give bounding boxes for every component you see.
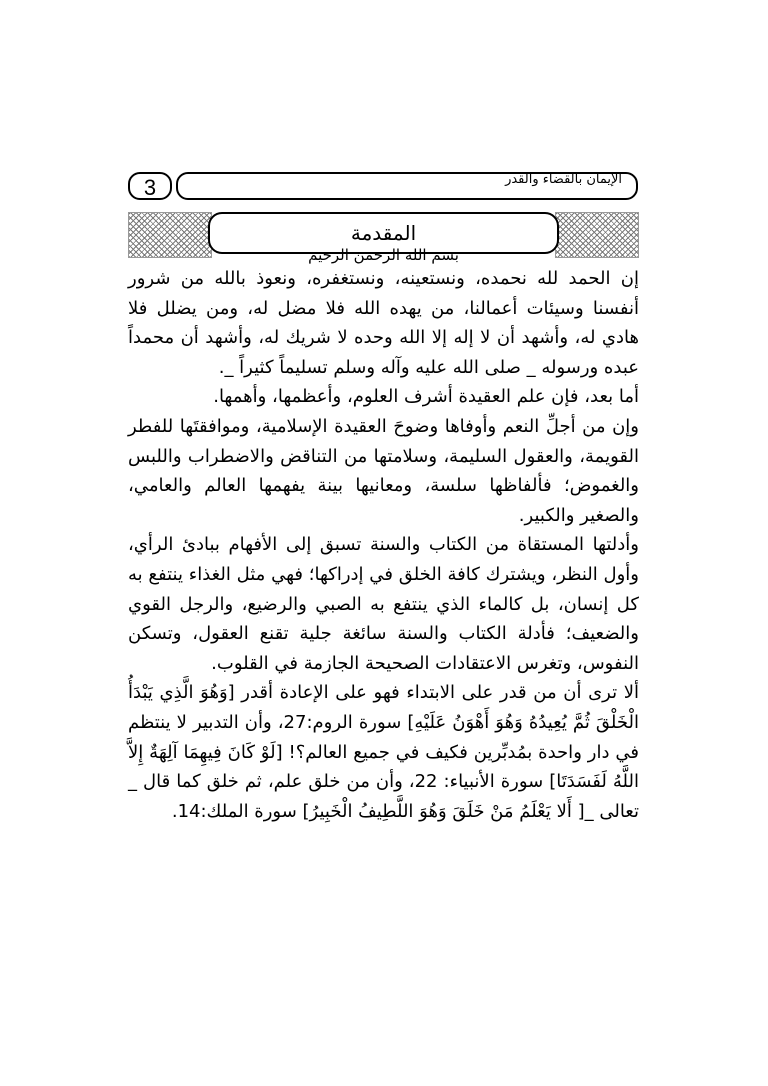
body-text: [128, 264, 639, 826]
paragraph-clarity: وإن من أجلِّ النعم وأوفاها وضوحَ العقيدة الإسلامية، وموافقتَها للفطر القويمة، والعقول السليمة، وسلامتها من التناقض والاضطراب واللبس والغموض؛ فألفاظها سلسة، ومعانيها بينة يفهمها العالم والعامي، والصغير والكبير.: [128, 415, 639, 526]
page-number: 3: [128, 172, 172, 200]
paragraph-amma-baad: أما بعد، فإن علم العقيدة أشرف العلوم، وأعظمها، وأهمها.: [213, 386, 639, 408]
basmala: بسم الله الرحمن الرحيم: [308, 248, 459, 264]
running-header-title: الإيمان بالقضاء والقدر: [176, 172, 638, 200]
paragraph-evidence: وأدلتها المستقاة من الكتاب والسنة تسبق إلى الأفهام ببادئ الرأي، وأول النظر، ويشترك كافة الخلق في إدراكها؛ فهي مثل الغذاء ينتفع به كل إنسان، بل كالماء الذي ينتفع به الصبي والرضيع، والرجل القوي والضعيف؛ فأدلة الكتاب والسنة سائغة جلية تقنع العقول، وتسكن النفوس، وتغرس الاعتقادات الصحيحة الجازمة في القلوب.: [128, 534, 639, 674]
paragraph-opening: إن الحمد لله نحمده، ونستعينه، ونستغفره، ونعوذ بالله من شرور أنفسنا وسيئات أعمالنا، من يهده الله فلا مضل له، ومن يضلل فلا هادي له، وأشهد أن لا إله إلا الله وحده لا شريك له، وأشهد أن محمداً عبده ورسوله _ صلى الله عليه وآله وسلم تسليماً كثيراً _.: [128, 268, 639, 378]
paragraph-examples: ألا ترى أن من قدر على الابتداء فهو على الإعادة أقدر [وَهُوَ الَّذِي يَبْدَأُ الْخَلْقَ ثُمَّ يُعِيدُهُ وَهُوَ أَهْوَنُ عَلَيْهِ] سورة الروم:27، وأن التدبير لا ينتظم في دار واحدة بمُدبِّرين فكيف في جميع العالم؟! [لَوْ كَانَ فِيهِمَا آلِهَةٌ إِلاَّ اللَّهُ لَفَسَدَتَا] سورة الأنبياء: 22، وأن من خلق علم، ثم خلق كما قال _ تعالى _[ أَلا يَعْلَمُ مَنْ خَلَقَ وَهُوَ اللَّطِيفُ الْخَبِيرُ] سورة الملك:14.: [128, 682, 639, 822]
section-title: المقدمة: [208, 212, 559, 254]
